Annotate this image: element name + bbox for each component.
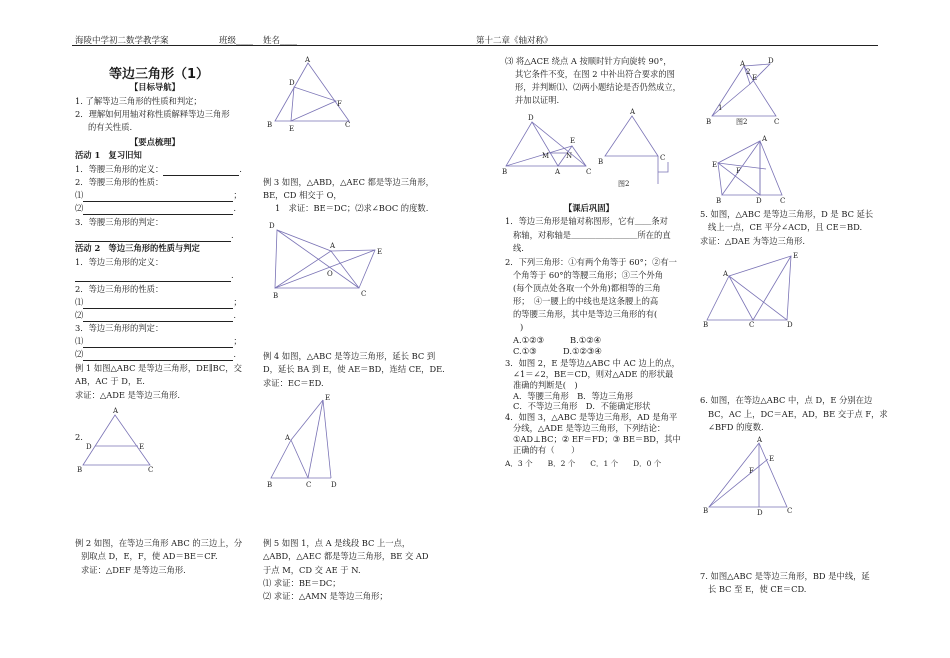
label-f: F [749, 467, 754, 475]
triangle-def [291, 87, 336, 121]
triangle-abc [83, 415, 150, 465]
label-b: B [716, 197, 722, 205]
label-d: D [757, 509, 763, 517]
label-d: D [768, 57, 774, 65]
q2-option-b[interactable]: B.①②④ [570, 335, 602, 345]
label-c: C [306, 481, 312, 489]
segment-dc [532, 122, 586, 166]
answer-blank[interactable] [83, 191, 233, 202]
example-5-line1: 例 5 如图 1，点 A 是线段 BC 上一点， [263, 538, 411, 548]
figure-q4 [706, 133, 786, 208]
q2-line5: 的等腰三角形，其中是等边三角形的有( [513, 309, 658, 319]
q5-line3: 求证：△DAE 为等边三角形. [700, 236, 806, 246]
triangle-aec [331, 250, 375, 288]
q7-line2: 长 BC 至 E，使 CE＝CD. [708, 584, 807, 594]
a1-p1: ⑴ ； [75, 189, 242, 202]
label-c: C [780, 197, 786, 205]
label-b: B [598, 158, 604, 166]
rotation-mark [658, 162, 668, 172]
figure-ex3 [265, 218, 390, 303]
q2-line6: ) [520, 322, 524, 332]
triangle-abc [271, 440, 308, 478]
label-e: E [377, 248, 383, 256]
triangle-abd [605, 116, 658, 156]
figure-caption: 图2 [618, 180, 630, 188]
label-b: B [77, 466, 83, 474]
a2-q1: 1．等边三角形的定义： [75, 257, 164, 267]
q4-line2: 分线，△ADE 是等边三角形，下列结论： [513, 423, 666, 433]
example-5-line2: △ABD，△AEC 都是等边三角形，BE 交 AD [263, 551, 429, 561]
goal-2: 2．理解如何用轴对称性质解释等边三角形 [75, 109, 230, 119]
example-3-line2: BE，CD 相交于 O， [263, 190, 342, 200]
label-a: A [723, 270, 729, 278]
label-c: C [148, 466, 154, 474]
label-b: B [703, 321, 709, 329]
segment-ec [308, 400, 323, 478]
a2-p2: ⑵ . [75, 309, 236, 322]
label-2: 2 [746, 68, 751, 76]
a1-q3-line: . [75, 229, 234, 242]
q5-line1: 5. 如图，△ABC 是等边三角形，D 是 BC 延长 [700, 209, 874, 219]
label-a: A [740, 60, 746, 68]
answer-blank[interactable] [83, 350, 233, 361]
answer-blank[interactable] [83, 337, 233, 348]
header-name: 姓名____ [263, 36, 298, 46]
answer-blank[interactable] [83, 311, 233, 322]
figure-caption: 图2 [736, 118, 748, 126]
header-school: 海陵中学初二数学教学案 [75, 36, 169, 46]
q4-line4: 正确的有（ ） [513, 445, 580, 455]
example-5-q2: ⑵ 求证：△AMN 是等边三角形； [263, 591, 388, 601]
label-1: 1 [718, 104, 723, 112]
q4-line3: ①AD⊥BC；② EF＝FD；③ BE＝BD，其中 [513, 434, 681, 444]
label-a: A [113, 407, 119, 415]
q2-option-c[interactable]: C.①③ [513, 346, 537, 356]
triangle-abc [722, 141, 782, 195]
label-e: E [793, 252, 799, 260]
label-n: N [566, 152, 573, 160]
a1-q2: 2．等腰三角形的性质： [75, 177, 164, 187]
label-e: E [325, 394, 331, 402]
label-e: E [289, 125, 295, 133]
a1-q1: 1．等腰三角形的定义： . [75, 163, 242, 176]
segment-ce [753, 256, 791, 320]
figure-ex5-1 [502, 108, 597, 178]
label-c: C [787, 507, 793, 515]
label-c: C [660, 154, 666, 162]
segment-dc [277, 230, 359, 288]
goal-2-cont: 的有关性质. [88, 122, 133, 132]
q2-line3: (每个顶点处各取一个外角)都相等的三角 [513, 283, 661, 293]
example-3-line3: 1 求证：BE＝DC；⑵求∠BOC 的度数. [275, 203, 429, 213]
q1-line3: 线. [513, 243, 524, 253]
a1-q3: 3．等腰三角形的判定： [75, 217, 164, 227]
example-5-q3-line4: 并加以证明. [515, 95, 560, 105]
a2-q1-line: . [75, 269, 234, 282]
a2-p4: ⑵ . [75, 348, 236, 361]
segment-ae [291, 400, 323, 440]
a2-p1: ⑴ ； [75, 296, 242, 309]
q4-line1: 4．如图 3，△ABC 是等边三角形，AD 是角平 [505, 412, 678, 422]
label-d: D [787, 321, 793, 329]
label-d: D [269, 222, 275, 230]
label-m: M [542, 152, 550, 160]
example-4-line2: D，延长 BA 到 E，使 AE＝BD，连结 CE，DE. [263, 364, 445, 374]
label-a: A [305, 56, 311, 64]
q3-options-cd[interactable]: C．不等边三角形 D．不能确定形状 [513, 401, 651, 411]
q6-line3: ∠BFD 的度数. [708, 422, 764, 432]
label-c: C [345, 121, 351, 129]
header-class: 班级____ [219, 36, 254, 46]
figure-q6 [703, 435, 793, 517]
triangle-abd [275, 230, 331, 288]
label-f: F [736, 167, 741, 175]
example-4-line3: 求证：EC＝ED. [263, 378, 324, 388]
q1-line1: 1．等边三角形是轴对称图形，它有＿＿条对 [505, 216, 668, 226]
example-1-line2: AB，AC 于 D，E. [75, 376, 145, 386]
triangle-abd [506, 122, 558, 166]
a1-p2: ⑵ . [75, 202, 236, 215]
item-number-2: 2. [75, 432, 83, 442]
label-e: E [570, 137, 576, 145]
q7-line1: 7. 如图△ABC 是等边三角形，BD 是中线，延 [700, 571, 870, 581]
label-e: E [712, 161, 718, 169]
example-3-line1: 例 3 如图，△ABD，△AEC 都是等边三角形， [263, 177, 434, 187]
example-4-line1: 例 4 如图，△ABC 是等边三角形，延长 BC 到 [263, 351, 436, 361]
example-1-line1: 例 1 如图△ABC 是等边三角形，DE∥BC，交 [75, 363, 242, 373]
example-5-q3-line2: 其它条件不变，在图 2 中补出符合要求的图 [515, 69, 675, 79]
activity-2-heading: 活动 2 等边三角形的性质与判定 [75, 243, 200, 253]
q5-line2: 线上一点，CE 平分∠ACD，且 CE＝BD. [708, 222, 863, 232]
example-5-line3: 于点 M，CD 交 AE 于 N. [263, 565, 361, 575]
example-2-line1: 例 2 如图，在等边三角形 ABC 的三边上，分 [75, 538, 243, 548]
label-d: D [756, 197, 762, 205]
a2-q3: 3．等边三角形的判定： [75, 323, 164, 333]
figure-q5 [703, 250, 803, 330]
answer-blank[interactable] [75, 271, 231, 282]
key-heading: 【要点梳理】 [130, 137, 180, 147]
answer-blank[interactable] [163, 165, 239, 176]
segment-ed [323, 400, 331, 478]
figure-q3 [706, 58, 781, 128]
label-b: B [502, 168, 508, 176]
homework-heading: 【课后巩固】 [564, 203, 614, 213]
figure-ex1 [75, 405, 165, 475]
q2-option-d[interactable]: D.①②③④ [563, 346, 602, 356]
q4-options[interactable]: A．3 个 B．2 个 C．1 个 D．0 个 [505, 459, 662, 468]
header-rule [72, 45, 878, 46]
q2-line1: 2．下列三角形：①有两个角等于 60°；②有一 [505, 257, 677, 267]
example-5-q1: ⑴ 求证：BE＝DC； [263, 578, 341, 588]
figure-ex4 [265, 392, 350, 490]
label-b: B [267, 481, 273, 489]
answer-blank[interactable] [83, 204, 233, 215]
label-a: A [757, 436, 763, 444]
page-title: 等边三角形（1） [109, 67, 210, 82]
a2-q2: 2．等边三角形的性质： [75, 284, 164, 294]
segment-be [275, 250, 375, 288]
label-e: E [139, 443, 145, 451]
q3-options-ab[interactable]: A．等腰三角形 B．等边三角形 [513, 391, 633, 401]
label-a: A [330, 242, 336, 250]
example-2-line2: 别取点 D，E，F，使 AD＝BE＝CF. [81, 551, 218, 561]
label-o: O [327, 270, 333, 278]
label-e: E [769, 455, 775, 463]
label-d: D [331, 481, 337, 489]
q6-line2: BC，AC 上，DC＝AE，AD，BE 交于点 F，求 [708, 409, 888, 419]
label-c: C [586, 168, 592, 176]
label-c: C [361, 290, 367, 298]
q3-line2: ∠1＝∠2，BE＝CD，则对△ADE 的形状最 [513, 369, 674, 379]
a2-p3: ⑴ ； [75, 335, 242, 348]
q2-line2: 个角等于 60°的等腰三角形；③三个外角 [513, 270, 664, 280]
example-1-line3: 求证：△ADE 是等边三角形. [75, 390, 181, 400]
answer-blank[interactable] [75, 231, 231, 242]
example-5-q3-line1: ⑶ 将△ACE 绕点 A 按顺时针方向旋转 90°， [505, 56, 672, 66]
label-f: F [337, 100, 342, 108]
label-c: C [749, 321, 755, 329]
label-a: A [285, 434, 291, 442]
example-2-line3: 求证：△DEF 是等边三角形. [81, 565, 186, 575]
label-d: D [528, 114, 534, 122]
segment-eb [718, 163, 722, 195]
goal-heading: 【目标导航】 [130, 82, 180, 92]
label-b: B [267, 121, 273, 129]
label-a: A [555, 168, 561, 176]
header-chapter: 第十二章《轴对称》 [476, 36, 553, 46]
q3-line1: 3．如图 2，E 是等边△ABC 中 AC 边上的点， [505, 358, 680, 368]
answer-blank[interactable] [83, 298, 233, 309]
q2-option-a[interactable]: A.①②③ [513, 335, 544, 345]
triangle-abc [275, 63, 349, 121]
triangle-dae [729, 256, 791, 320]
label-a: A [762, 135, 768, 143]
label-e: E [752, 74, 758, 82]
triangle-abc [707, 276, 753, 320]
label-b: B [703, 507, 709, 515]
q6-line1: 6. 如图，在等边△ABC 中，点 D，E 分别在边 [700, 395, 873, 405]
activity-1-heading: 活动 1 复习旧知 [75, 150, 142, 160]
label-c: C [774, 118, 780, 126]
q3-line3: 准确的判断是( ) [513, 380, 578, 390]
label-d: D [289, 79, 295, 87]
label-b: B [273, 292, 279, 300]
label-d: D [86, 443, 92, 451]
goal-1: 1. 了解等边三角形的性质和判定； [75, 96, 202, 106]
example-5-q3-line3: 形，并判断⑴、⑵两小题结论是否仍然成立， [515, 82, 681, 92]
q2-line4: 形； ④一腰上的中线也是这条腰上的高 [513, 296, 659, 306]
figure-ex2 [265, 55, 360, 135]
figure-ex5-2 [598, 108, 673, 193]
label-a: A [630, 108, 636, 116]
q1-line2: 称轴，对称轴是＿＿＿＿＿＿＿＿所在的直 [513, 230, 671, 240]
label-b: B [706, 118, 712, 126]
